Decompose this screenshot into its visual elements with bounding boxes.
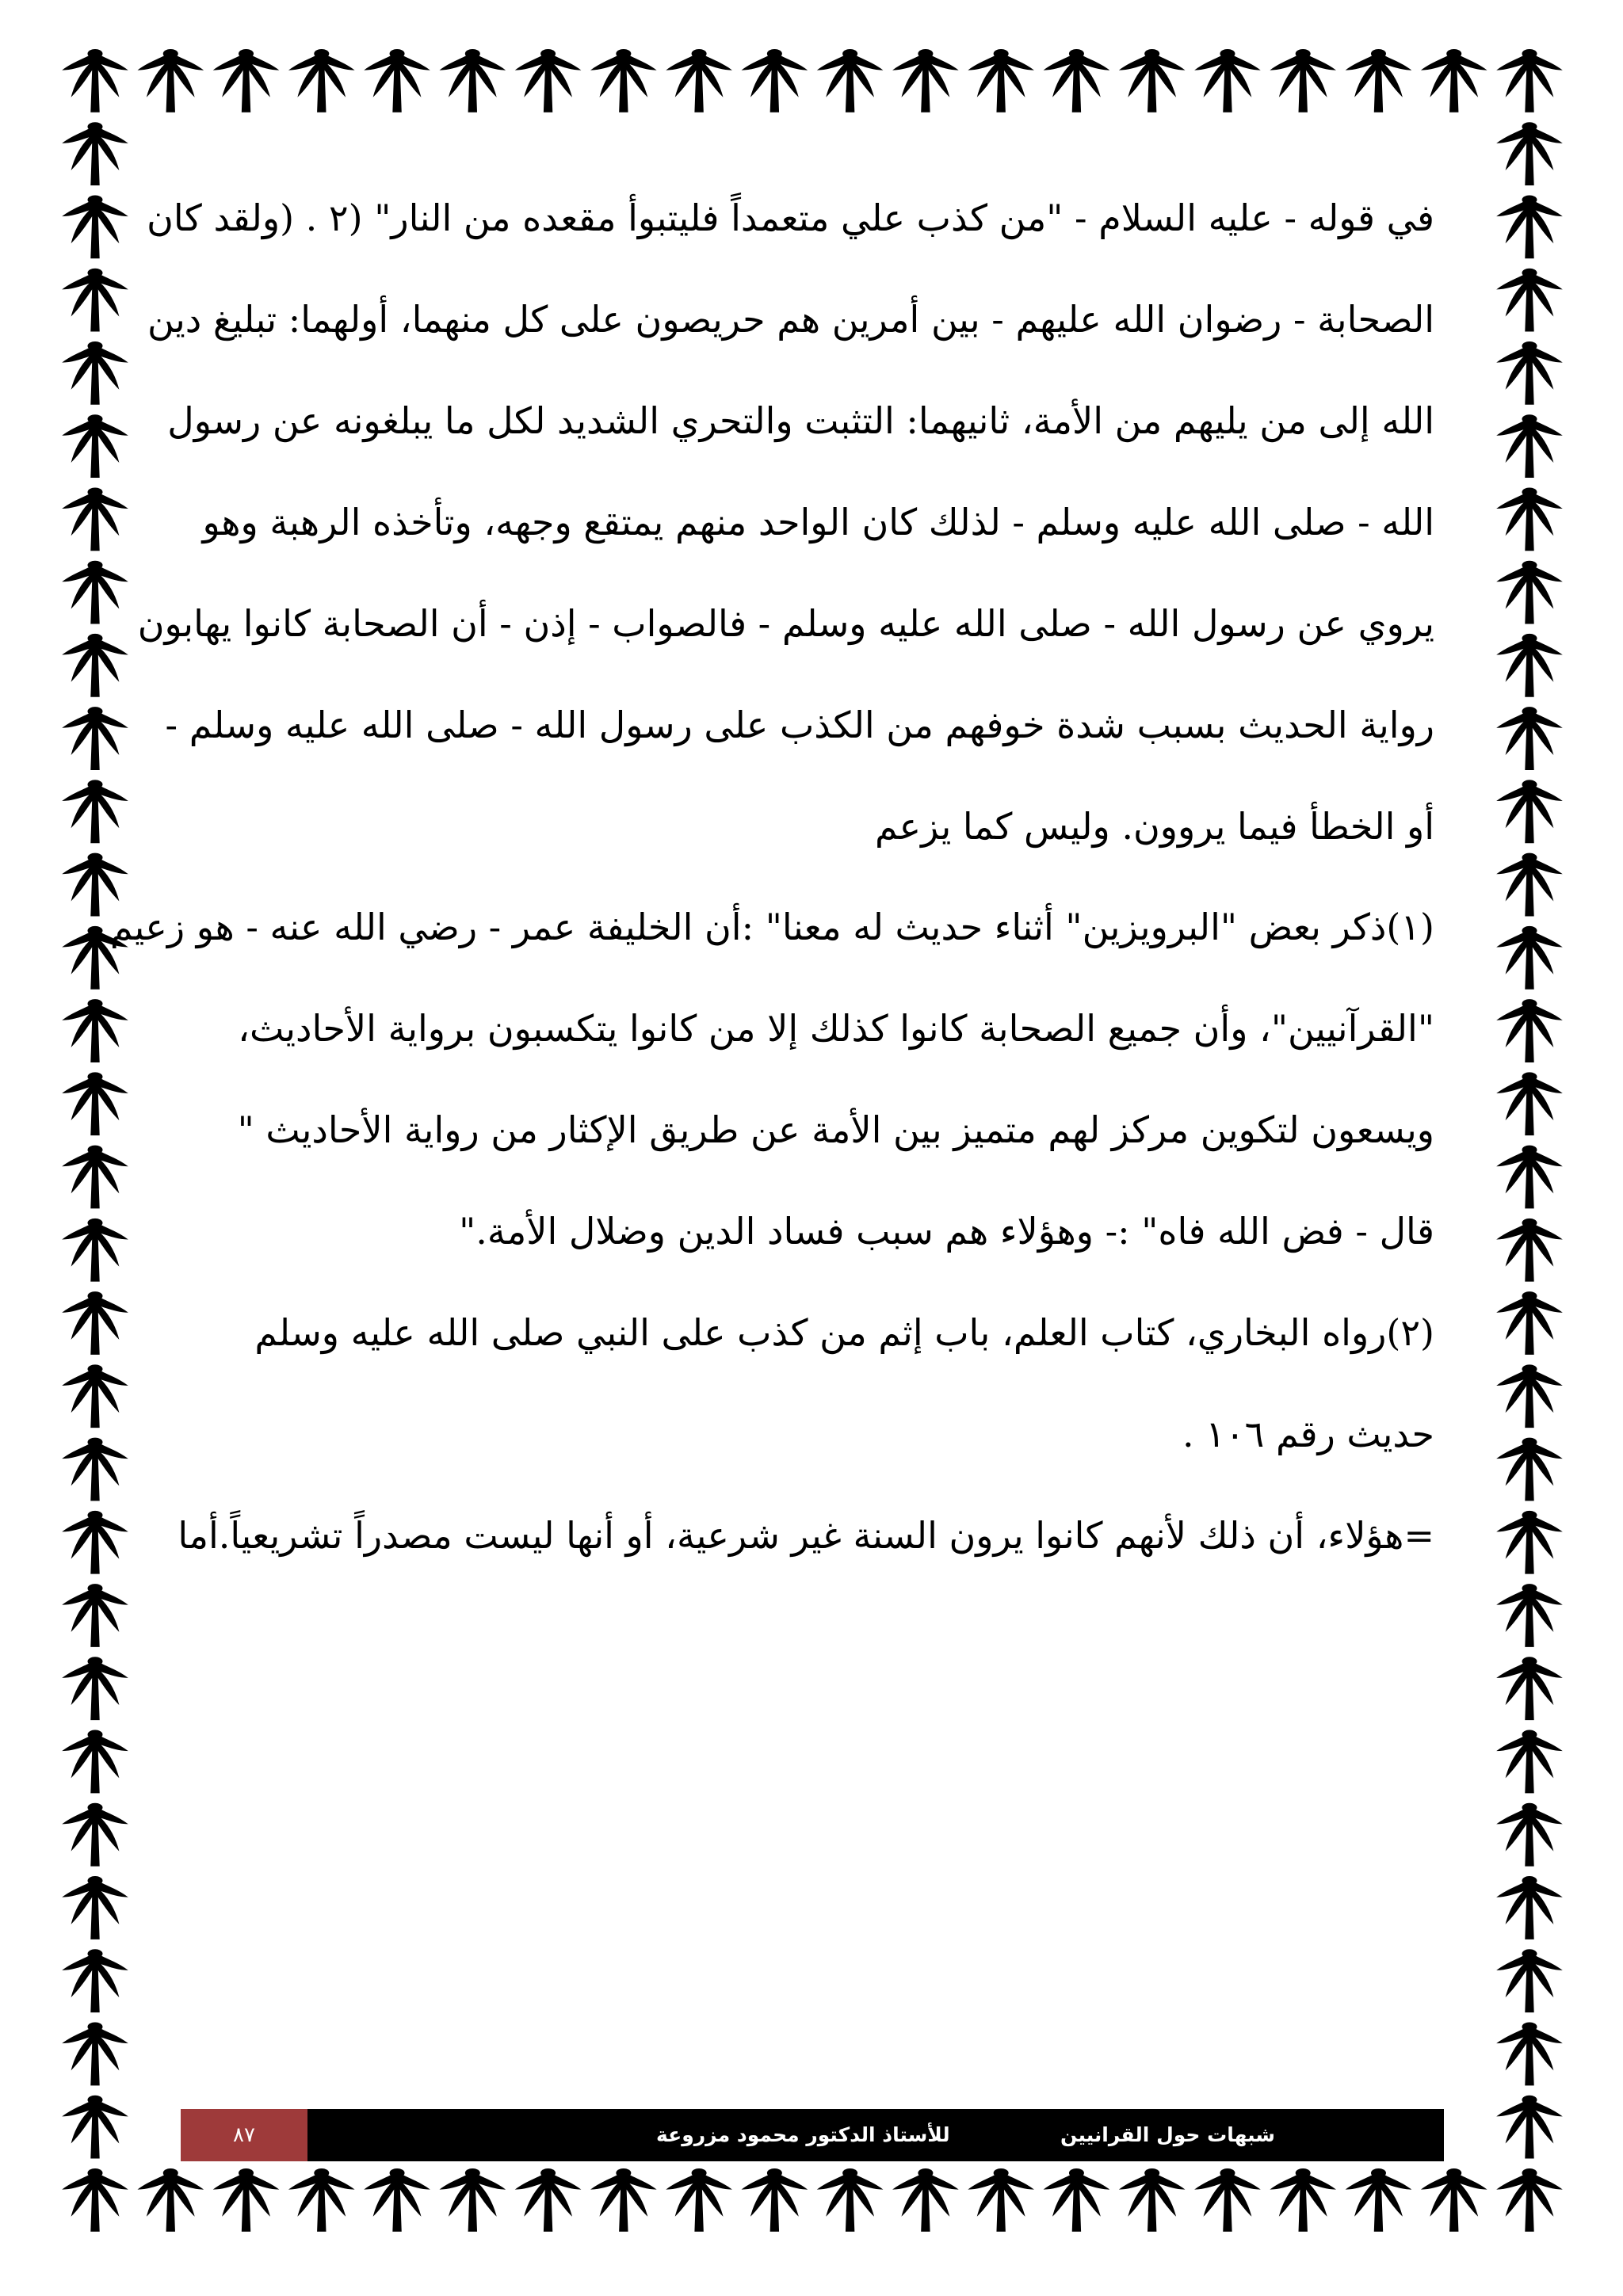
palm-tree-icon [62,122,128,185]
palm-tree-icon [1496,1438,1563,1501]
palm-tree-icon [62,2168,128,2232]
body-line-7: أو الخطأ فيما يروون. وليس كما يزعم [875,805,1434,848]
footnote-line-1: (١)ذكر بعض "البرويزين" أثناء حديث له معنا" :أن الخليفة عمر - رضي الله عنه - هو زعيم [109,906,1434,948]
palm-tree-icon [213,2168,280,2232]
palm-tree-icon [62,269,128,332]
body-line-1: في قوله - عليه السلام - "من كذب علي متعمداً فليتبوأ مقعده من النار" (٢ . (ولقد كان [147,196,1434,239]
body-line-3: الله إلى من يليهم من الأمة، ثانيهما: التثبت والتحري الشديد لكل ما يبلغونه عن رسول [167,399,1434,442]
palm-tree-icon [1496,2168,1563,2232]
palm-tree-icon [288,2168,355,2232]
page-number: ٨٧ [181,2109,307,2161]
palm-tree-icon [1496,780,1563,843]
palm-tree-icon [137,49,204,113]
palm-tree-icon [62,1803,128,1867]
palm-tree-icon [62,634,128,697]
palm-tree-icon [1496,634,1563,697]
palm-tree-icon [62,1146,128,1209]
palm-tree-icon [1270,49,1336,113]
palm-tree-icon [62,487,128,551]
palm-tree-icon [62,999,128,1062]
palm-tree-icon [137,2168,204,2232]
footer-bar [181,2109,1444,2161]
palm-tree-icon [62,341,128,405]
palm-tree-icon [440,2168,506,2232]
palm-tree-icon [1044,49,1110,113]
footer-author: للأستاذ الدكتور محمود مزروعة [656,2123,950,2146]
palm-tree-icon [62,1364,128,1428]
palm-tree-icon [62,707,128,770]
palm-tree-icon [590,49,657,113]
palm-tree-icon [62,1219,128,1282]
palm-tree-icon [968,49,1034,113]
palm-tree-icon [515,49,582,113]
palm-tree-icon [1496,1364,1563,1428]
palm-tree-icon [62,1584,128,1647]
palm-tree-icon [1194,49,1261,113]
palm-tree-icon [1496,1291,1563,1355]
palm-tree-icon [62,414,128,478]
palm-tree-icon [1496,487,1563,551]
palm-tree-icon [1496,1876,1563,1939]
palm-tree-icon [1496,926,1563,990]
palm-tree-icon [892,49,959,113]
palm-tree-icon [62,1511,128,1574]
palm-tree-icon [62,2023,128,2086]
palm-tree-icon [62,1657,128,1720]
footnote-line-2: "القرآنيين"، وأن جميع الصحابة كانوا كذلك إلا من كانوا يتكسبون برواية الأحاديث، [238,1007,1434,1050]
palm-tree-icon [1496,1657,1563,1720]
palm-tree-icon [1119,2168,1186,2232]
footnote-line-3: ويسعون لتكوين مركز لهم متميز بين الأمة عن طريق الإكثار من رواية الأحاديث " [237,1108,1434,1151]
palm-tree-icon [1496,707,1563,770]
palm-tree-icon [62,1072,128,1135]
palm-tree-icon [1496,1803,1563,1867]
palm-tree-icon [1119,49,1186,113]
palm-tree-icon [1496,999,1563,1062]
palm-tree-icon [62,1876,128,1939]
palm-tree-icon [1194,2168,1261,2232]
palm-tree-icon [62,780,128,843]
palm-tree-icon [62,2096,128,2159]
palm-tree-icon [1496,269,1563,332]
palm-tree-icon [892,2168,959,2232]
palm-tree-icon [1496,1511,1563,1574]
palm-tree-icon [666,2168,732,2232]
body-line-5: يروي عن رسول الله - صلى الله عليه وسلم - فالصواب - إذن - أن الصحابة كانوا يهابون [137,602,1434,645]
palm-tree-icon [1496,1146,1563,1209]
palm-tree-icon [1496,2096,1563,2159]
palm-tree-icon [742,2168,808,2232]
palm-tree-icon [440,49,506,113]
palm-tree-icon [1496,1584,1563,1647]
palm-tree-icon [1044,2168,1110,2232]
palm-tree-icon [1496,1072,1563,1135]
palm-tree-icon [515,2168,582,2232]
palm-tree-icon [62,1730,128,1794]
palm-tree-icon [1496,853,1563,917]
palm-tree-icon [62,49,128,113]
palm-tree-icon [1496,2023,1563,2086]
palm-tree-icon [1496,195,1563,258]
palm-tree-icon [666,49,732,113]
palm-tree-icon [62,1949,128,2012]
palm-tree-icon [1496,122,1563,185]
palm-tree-icon [742,49,808,113]
palm-tree-icon [364,2168,430,2232]
palm-tree-icon [1496,1949,1563,2012]
palm-tree-icon [1496,49,1563,113]
palm-tree-icon [817,2168,884,2232]
palm-tree-icon [1421,2168,1487,2232]
footnote-line-4: قال - فض الله فاه" :- وهؤلاء هم سبب فساد الدين وضلال الأمة." [459,1210,1434,1253]
body-line-4: الله - صلى الله عليه وسلم - لذلك كان الواحد منهم يمتقع وجهه، وتأخذه الرهبة وهو [202,501,1434,543]
palm-tree-icon [213,49,280,113]
palm-tree-icon [1496,1730,1563,1794]
palm-tree-icon [1496,414,1563,478]
body-line-6: رواية الحديث بسبب شدة خوفهم من الكذب على رسول الله - صلى الله عليه وسلم - [165,704,1434,746]
palm-tree-icon [1496,561,1563,624]
palm-tree-icon [1496,341,1563,405]
footer-book-title: شبهات حول القرانيين [1060,2123,1275,2146]
palm-tree-icon [1496,1219,1563,1282]
palm-tree-icon [1270,2168,1336,2232]
palm-tree-icon [288,49,355,113]
palm-tree-icon [62,561,128,624]
palm-tree-icon [968,2168,1034,2232]
palm-tree-icon [364,49,430,113]
palm-tree-icon [1346,2168,1412,2232]
palm-tree-icon [817,49,884,113]
body-line-2: الصحابة - رضوان الله عليهم - بين أمرين هم حريصون على كل منهما، أولهما: تبليغ دين [147,298,1434,341]
palm-tree-icon [62,1438,128,1501]
footnote-line-5: (٢)رواه البخاري، كتاب العلم، باب إثم من كذب على النبي صلى الله عليه وسلم [254,1311,1434,1354]
footnote-line-6: حديث رقم ١٠٦ . [1182,1413,1434,1455]
palm-tree-icon [62,1291,128,1355]
palm-tree-icon [1346,49,1412,113]
palm-tree-icon [590,2168,657,2232]
footnote-line-7: =هؤلاء، أن ذلك لأنهم كانوا يرون السنة غير شرعية، أو أنها ليست مصدراً تشريعياً.أما [178,1514,1434,1557]
palm-tree-icon [62,195,128,258]
palm-tree-icon [1421,49,1487,113]
